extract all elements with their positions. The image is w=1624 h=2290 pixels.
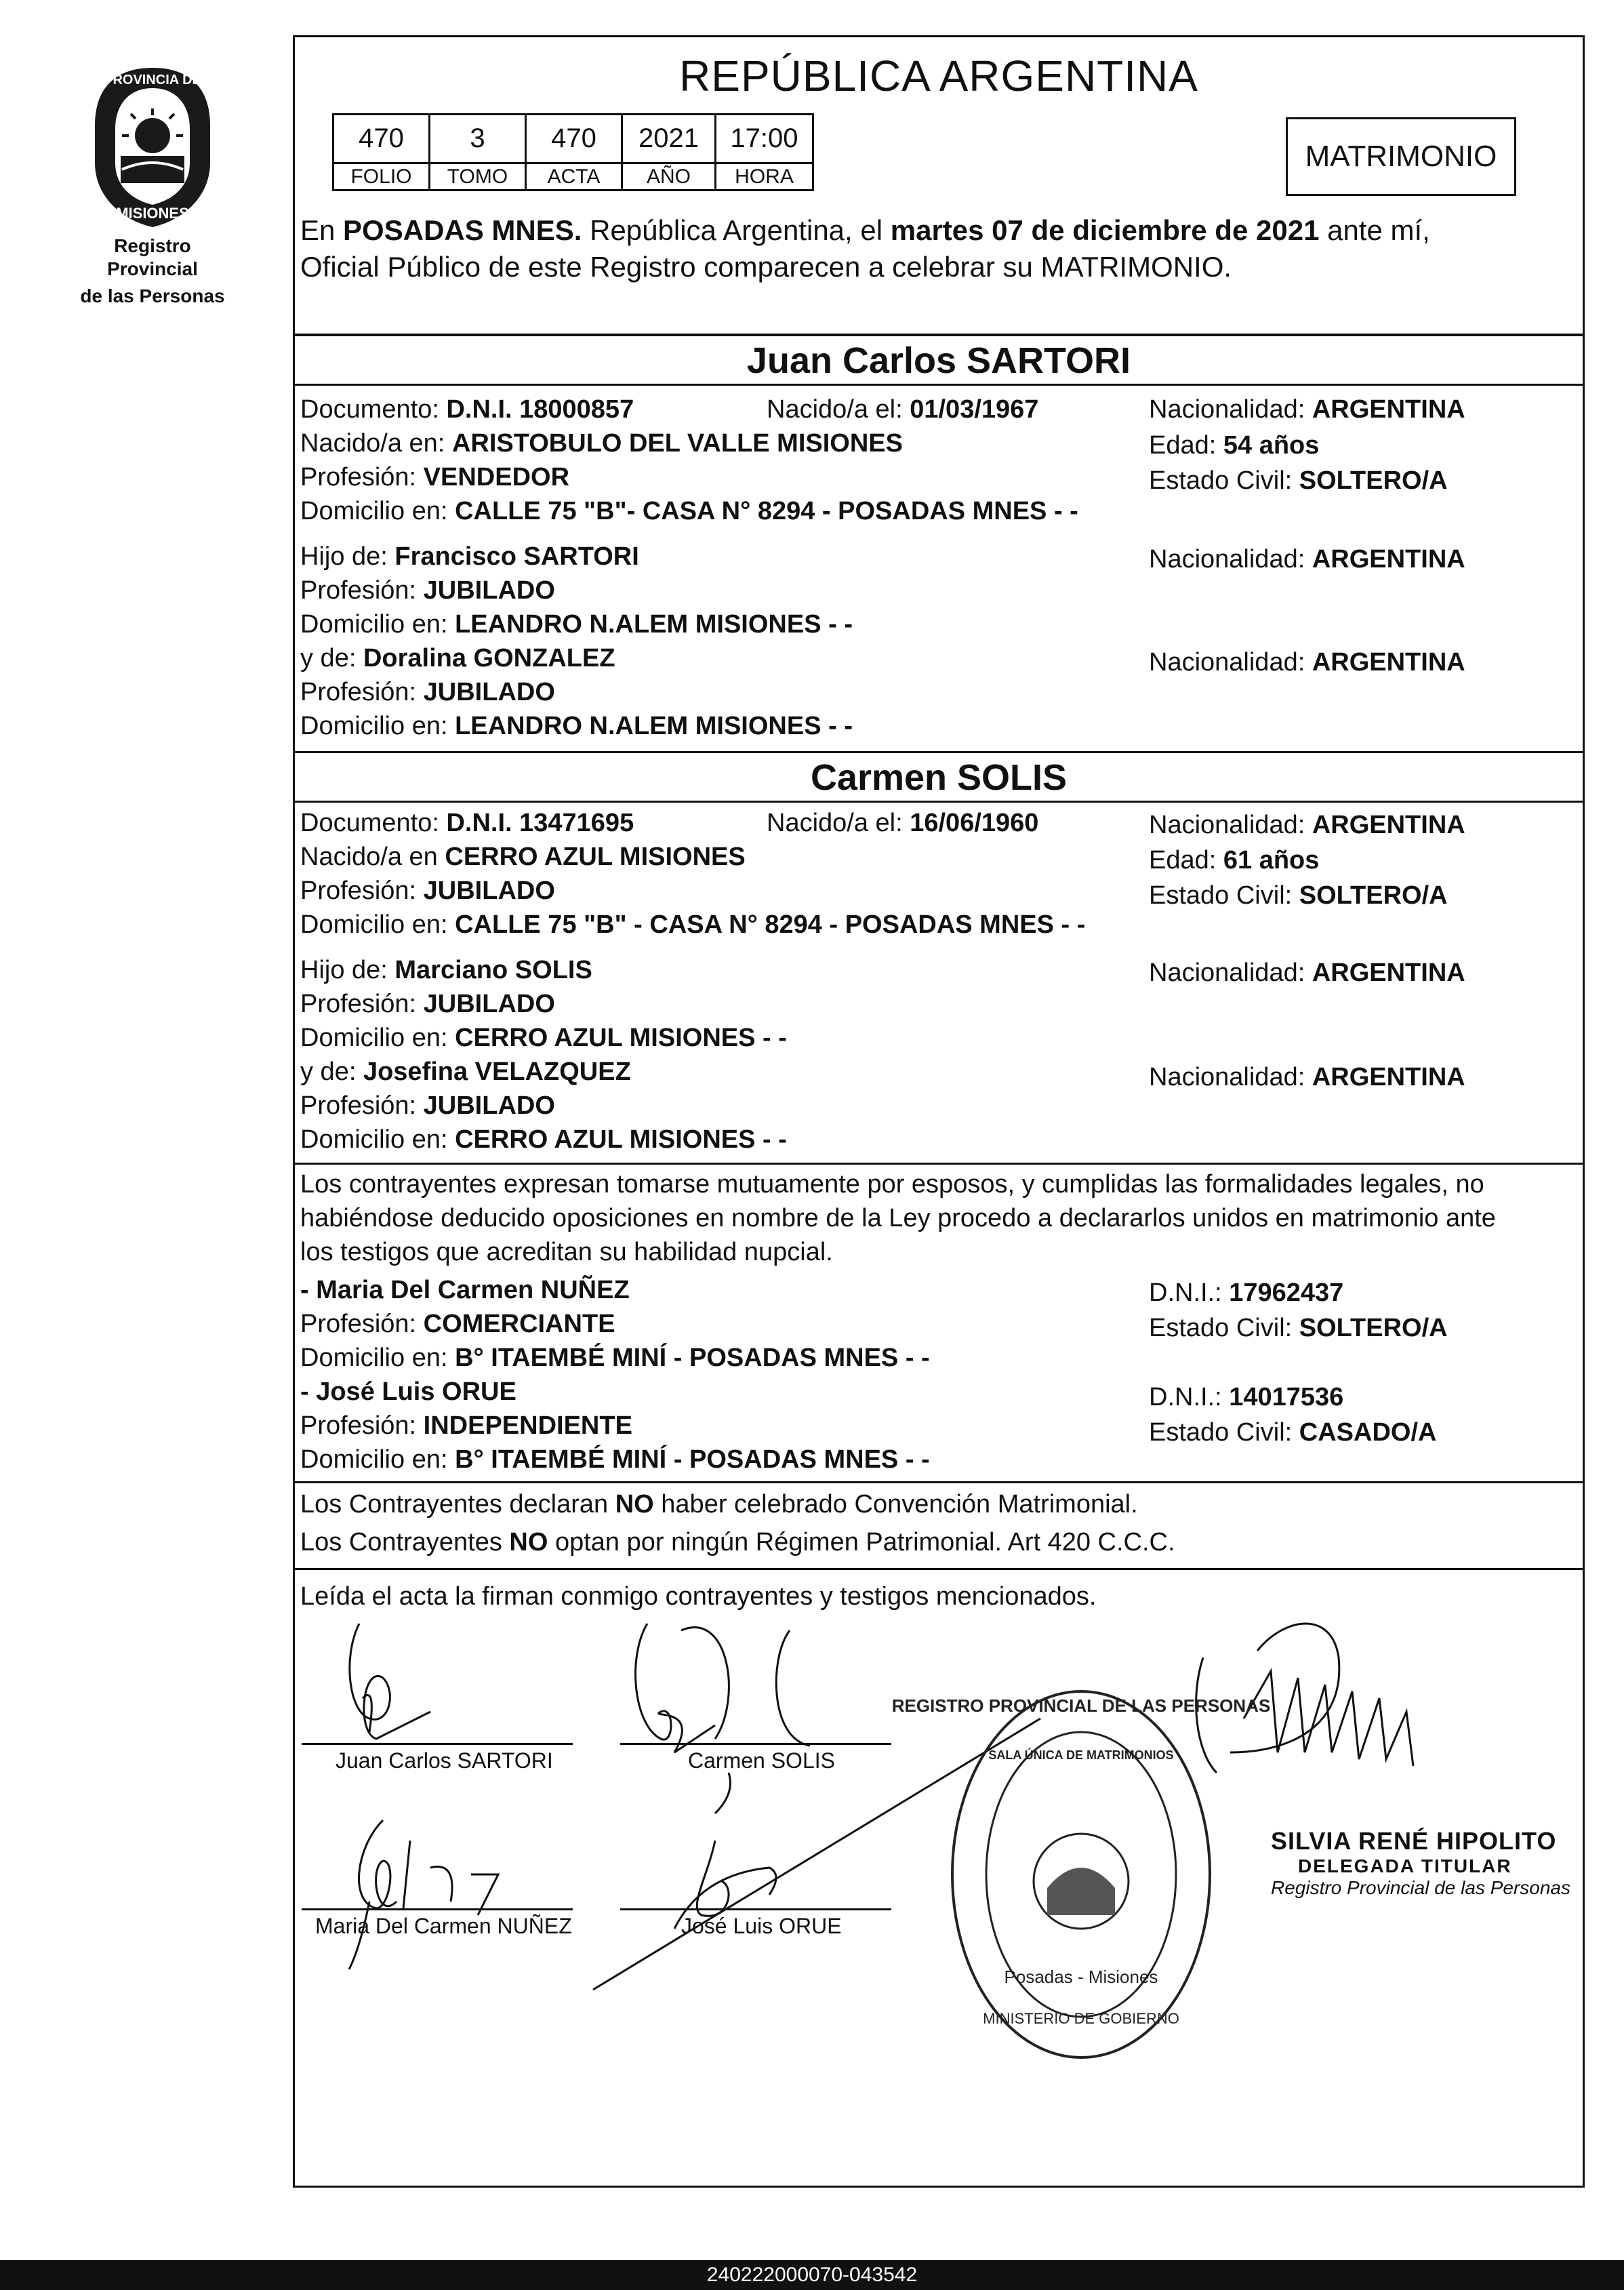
signature-name-1: Juan Carlos SARTORI <box>336 1748 553 1773</box>
label: Nacionalidad: <box>1149 811 1305 839</box>
divider <box>295 1481 1583 1483</box>
label: Nacionalidad: <box>1149 395 1305 424</box>
year-label: AÑO <box>622 163 716 190</box>
document-code-bar: 240222000070-043542 <box>0 2260 1624 2290</box>
witness1-name: - Maria Del Carmen NUÑEZ <box>300 1276 630 1304</box>
document-title: REPÚBLICA ARGENTINA <box>679 52 1198 100</box>
divider <box>295 1568 1583 1570</box>
label: Profesión: <box>300 678 417 706</box>
signature-intro: Leída el acta la firman conmigo contrayentes y testigos mencionados. <box>300 1582 1097 1611</box>
org-name-line1: Registro Provincial <box>107 235 198 279</box>
label: Domicilio en: <box>300 1445 448 1474</box>
spouse1-age: 54 años <box>1223 431 1320 460</box>
label: Nacido/a en: <box>300 429 445 458</box>
label: Documento: <box>300 809 439 837</box>
label: Edad: <box>1149 846 1217 875</box>
statement-line1: Los contrayentes expresan tomarse mutuamente por esposos, y cumplidas las formalidades legales, no <box>300 1170 1484 1199</box>
label: Nacionalidad: <box>1149 1063 1305 1091</box>
witness2-civil-status: CASADO/A <box>1299 1418 1437 1447</box>
label: y de: <box>300 1058 357 1086</box>
witness1-civil-status: SOLTERO/A <box>1299 1314 1448 1342</box>
intro-date: martes 07 de diciembre de 2021 <box>890 214 1320 246</box>
spouse1-father-profession: JUBILADO <box>423 576 555 605</box>
label: Domicilio en: <box>300 497 448 525</box>
witness1-profession: COMERCIANTE <box>423 1310 615 1338</box>
spouse1-mother-nationality: ARGENTINA <box>1312 648 1465 677</box>
stamp-bottom-text: MINISTERIO DE GOBIERNO <box>983 2010 1179 2027</box>
spouse1-profession: VENDEDOR <box>423 463 570 491</box>
official-stamp-icon <box>891 1685 1271 2064</box>
spouse2-profession: JUBILADO <box>423 877 555 905</box>
folio-label: FOLIO <box>333 163 430 190</box>
signature-line <box>302 1908 573 1910</box>
text: Los Contrayentes <box>300 1528 510 1556</box>
label: Profesión: <box>300 576 417 605</box>
label: Estado Civil: <box>1149 1314 1293 1342</box>
label: Domicilio en: <box>300 910 448 939</box>
intro-text: República Argentina, el <box>582 214 891 246</box>
intro-text: ante mí, <box>1319 214 1430 246</box>
witness2-name: - José Luis ORUE <box>300 1378 516 1406</box>
year-value: 2021 <box>622 115 716 163</box>
spouse2-civil-status: SOLTERO/A <box>1299 881 1448 910</box>
text-bold: NO <box>615 1490 654 1519</box>
spouse1-mother: Doralina GONZALEZ <box>363 644 615 672</box>
spouse2-father-address: CERRO AZUL MISIONES - - <box>455 1024 787 1052</box>
spouse1-nationality: ARGENTINA <box>1312 395 1465 424</box>
certificate-frame <box>293 35 1585 2188</box>
seal-text-bottom: MISIONES <box>116 205 189 222</box>
header-section <box>295 37 1583 336</box>
spouse1-mother-profession: JUBILADO <box>423 678 555 706</box>
acta-label: ACTA <box>526 163 622 190</box>
label: Profesión: <box>300 990 417 1018</box>
intro-line2: Oficial Público de este Registro comparecen a celebrar su MATRIMONIO. <box>300 251 1232 283</box>
label: Nacido/a en <box>300 843 438 871</box>
label: Profesión: <box>300 1310 417 1338</box>
officer-role: DELEGADA TITULAR <box>1298 1855 1512 1876</box>
label: Nacido/a el: <box>767 809 903 837</box>
label: Estado Civil: <box>1149 466 1293 495</box>
spouse1-address: CALLE 75 "B"- CASA N° 8294 - POSADAS MNES - - <box>455 497 1078 525</box>
stamp-inner-text: SALA ÚNICA DE MATRIMONIOS <box>988 1748 1174 1762</box>
seal-text-top: PROVINCIA DE <box>104 73 201 87</box>
label: Hijo de: <box>300 956 388 984</box>
signature-name-4: José Luis ORUE <box>681 1914 842 1938</box>
record-table <box>332 113 814 191</box>
spouse1-dni: D.N.I. 18000857 <box>446 395 634 424</box>
hour-value: 17:00 <box>716 115 813 163</box>
spouse2-mother-nationality: ARGENTINA <box>1312 1063 1465 1091</box>
intro-city: POSADAS MNES. <box>343 214 582 246</box>
tomo-label: TOMO <box>430 163 526 190</box>
spouse2-birthplace: CERRO AZUL MISIONES <box>445 843 746 871</box>
convention-line2 <box>300 1526 1175 1559</box>
signature-line <box>620 1743 891 1745</box>
label: Nacido/a el: <box>767 395 903 424</box>
spouse2-father-nationality: ARGENTINA <box>1312 959 1465 987</box>
label: y de: <box>300 644 357 672</box>
label: Domicilio en: <box>300 1344 448 1372</box>
spouse1-father-nationality: ARGENTINA <box>1312 545 1465 574</box>
signature-line <box>620 1908 891 1910</box>
spouse2-father: Marciano SOLIS <box>394 956 592 984</box>
hour-label: HORA <box>716 163 813 190</box>
witness1-dni: 17962437 <box>1229 1279 1344 1307</box>
spouse1-birthdate: 01/03/1967 <box>910 395 1039 424</box>
label: Domicilio en: <box>300 1125 448 1154</box>
provincial-seal-icon <box>75 61 230 230</box>
officer-org: Registro Provincial de las Personas <box>1271 1877 1570 1898</box>
spouse2-age: 61 años <box>1223 846 1320 875</box>
label: Edad: <box>1149 431 1217 460</box>
acta-value: 470 <box>526 115 622 163</box>
intro-text: En <box>300 214 344 246</box>
officer-name: SILVIA RENÉ HIPOLITO <box>1271 1827 1557 1855</box>
spouse2-mother-profession: JUBILADO <box>423 1091 555 1120</box>
spouse2-mother: Josefina VELAZQUEZ <box>363 1058 631 1086</box>
stamp-outer-text: REGISTRO PROVINCIAL DE LAS PERSONAS <box>891 1695 1271 1716</box>
witness2-address: B° ITAEMBÉ MINÍ - POSADAS MNES - - <box>455 1445 930 1474</box>
spouse2-dni: D.N.I. 13471695 <box>446 809 634 837</box>
label: D.N.I.: <box>1149 1383 1222 1411</box>
spouse2-name: Carmen SOLIS <box>295 751 1583 803</box>
spouse2-address: CALLE 75 "B" - CASA N° 8294 - POSADAS MNES - - <box>455 910 1086 939</box>
registry-logo <box>68 61 237 308</box>
act-type-box: MATRIMONIO <box>1286 117 1516 196</box>
spouse2-nationality: ARGENTINA <box>1312 811 1465 839</box>
label: Profesión: <box>300 877 417 905</box>
folio-value: 470 <box>333 115 430 163</box>
signature-name-2: Carmen SOLIS <box>688 1748 835 1773</box>
spouse2-birthdate: 16/06/1960 <box>910 809 1039 837</box>
spouse1-father: Francisco SARTORI <box>394 542 639 571</box>
label: Domicilio en: <box>300 712 448 740</box>
label: Documento: <box>300 395 439 424</box>
divider <box>295 1163 1583 1165</box>
label: Nacionalidad: <box>1149 959 1305 987</box>
label: Estado Civil: <box>1149 1418 1293 1447</box>
spouse2-mother-address: CERRO AZUL MISIONES - - <box>455 1125 787 1154</box>
spouse1-name: Juan Carlos SARTORI <box>295 334 1583 386</box>
text-bold: NO <box>509 1528 548 1556</box>
label: Estado Civil: <box>1149 881 1293 910</box>
tomo-value: 3 <box>430 115 526 163</box>
spouse1-civil-status: SOLTERO/A <box>1299 466 1448 495</box>
intro-paragraph <box>300 212 1581 285</box>
officer-stamp <box>1271 1827 1570 1899</box>
label: Domicilio en: <box>300 610 448 639</box>
signature-line <box>302 1743 573 1745</box>
text: optan por ningún Régimen Patrimonial. Art 420 C.C.C. <box>548 1528 1175 1556</box>
spouse2-father-profession: JUBILADO <box>423 990 555 1018</box>
label: Profesión: <box>300 463 417 491</box>
convention-line1 <box>300 1488 1138 1521</box>
spouse1-mother-address: LEANDRO N.ALEM MISIONES - - <box>455 712 853 740</box>
witness2-dni: 14017536 <box>1229 1383 1344 1411</box>
witness1-address: B° ITAEMBÉ MINÍ - POSADAS MNES - - <box>455 1344 930 1372</box>
signature-name-3: Maria Del Carmen NUÑEZ <box>315 1914 572 1938</box>
spouse1-father-address: LEANDRO N.ALEM MISIONES - - <box>455 610 853 639</box>
record-values-row <box>333 115 813 163</box>
stamp-city-text: Posadas - Misiones <box>1004 1967 1158 1987</box>
witness2-profession: INDEPENDIENTE <box>423 1411 632 1440</box>
label: Nacionalidad: <box>1149 648 1305 677</box>
text: haber celebrado Convención Matrimonial. <box>653 1490 1138 1519</box>
statement-line2: habiéndose deducido oposiciones en nombre de la Ley procedo a declararlos unidos en matrimonio ante <box>300 1204 1496 1232</box>
label: Profesión: <box>300 1411 417 1440</box>
label: Hijo de: <box>300 542 388 571</box>
label: D.N.I.: <box>1149 1279 1222 1307</box>
org-name-line2: de las Personas <box>80 285 225 306</box>
text: Los Contrayentes declaran <box>300 1490 615 1519</box>
spouse1-birthplace: ARISTOBULO DEL VALLE MISIONES <box>451 429 903 458</box>
label: Nacionalidad: <box>1149 545 1305 574</box>
label: Profesión: <box>300 1091 417 1120</box>
record-labels-row <box>333 163 813 190</box>
label: Domicilio en: <box>300 1024 448 1052</box>
statement-line3: los testigos que acreditan su habilidad nupcial. <box>300 1238 833 1266</box>
